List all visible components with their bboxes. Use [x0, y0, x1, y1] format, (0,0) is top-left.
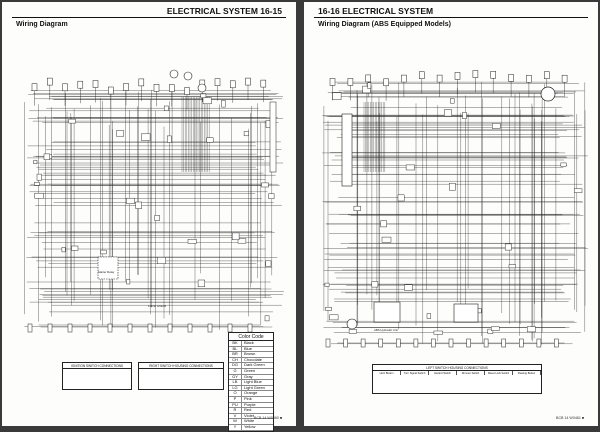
connector	[157, 257, 166, 263]
connector	[396, 339, 400, 347]
connector	[72, 246, 79, 250]
color-code-name: Light Green	[244, 384, 265, 390]
connector	[222, 100, 226, 107]
connector	[154, 84, 159, 91]
connector	[333, 93, 342, 100]
connector	[491, 327, 499, 331]
color-code-abbr: P	[229, 397, 242, 402]
color-code-name: Purple	[244, 401, 256, 407]
color-code-name: Pink	[244, 395, 252, 401]
connector	[248, 324, 252, 332]
connector	[444, 110, 451, 116]
connector	[450, 99, 454, 104]
connector	[48, 324, 52, 332]
color-code-abbr: LB	[229, 380, 242, 385]
connector	[449, 183, 455, 190]
connector	[261, 80, 266, 87]
connector	[437, 75, 442, 82]
color-code-name: Gray	[244, 373, 253, 379]
connector	[32, 84, 37, 91]
connector	[427, 314, 431, 319]
connector	[208, 324, 212, 332]
connector	[108, 87, 113, 94]
color-code-name: Dark Green	[244, 362, 265, 368]
connector	[434, 331, 443, 334]
color-code-abbr: DG	[229, 363, 242, 368]
connector	[325, 283, 329, 286]
connector	[354, 206, 361, 210]
connector	[127, 279, 130, 284]
connector	[188, 324, 192, 332]
color-code-abbr: Y	[229, 425, 242, 430]
connector	[544, 72, 549, 79]
connector	[405, 285, 413, 291]
connector	[379, 339, 383, 347]
connector	[361, 339, 365, 347]
connector	[467, 339, 471, 347]
connector	[28, 324, 32, 332]
connector	[381, 221, 387, 227]
connector	[188, 239, 196, 243]
right-switch-box	[138, 362, 224, 390]
connector	[141, 134, 150, 141]
right-page	[304, 2, 598, 426]
switch-column-header: Reset Lock Switch	[485, 371, 513, 375]
switch-column-header: Passing Button	[513, 371, 541, 375]
connector	[561, 163, 566, 166]
connector	[519, 339, 523, 347]
connector	[37, 174, 42, 180]
connector	[326, 339, 330, 347]
connector	[414, 339, 418, 347]
connector	[526, 75, 531, 82]
connector	[473, 71, 478, 78]
color-code-name: Chocolate	[244, 356, 263, 362]
wire-group	[24, 90, 284, 330]
connector	[108, 324, 112, 332]
color-code-abbr: CH	[229, 358, 242, 363]
connector	[44, 154, 50, 160]
connector	[232, 233, 239, 240]
connector	[326, 307, 332, 310]
joint-connector	[270, 102, 276, 172]
connector	[164, 106, 168, 111]
color-code-abbr: O	[229, 391, 242, 396]
connector	[35, 193, 44, 198]
connector	[34, 160, 37, 163]
diagram-subtitle: Wiring Diagram (ABS Equipped Models)	[318, 21, 451, 28]
connector	[509, 265, 516, 268]
switch-column-header: Hazard Switch	[429, 371, 457, 375]
starter-relay-label: Starter Relay	[98, 270, 115, 274]
connector	[124, 84, 129, 91]
color-code-abbr: BR	[229, 352, 242, 357]
connector	[574, 189, 582, 193]
connector	[201, 94, 206, 98]
sensor-icon	[347, 319, 357, 329]
connector	[228, 324, 232, 332]
color-code-abbr: BK	[229, 341, 242, 346]
connector	[47, 78, 52, 85]
connector	[527, 327, 535, 332]
color-code-name: White	[244, 418, 255, 424]
connector	[198, 280, 205, 287]
connector	[502, 339, 506, 347]
connector	[491, 71, 496, 78]
color-code-name: Brown	[244, 351, 256, 357]
color-code-name: Blue	[244, 345, 253, 351]
connector	[509, 74, 514, 81]
abs-unit-label: ABS Hydraulic Unit	[374, 328, 398, 332]
connector	[69, 119, 76, 123]
color-code-abbr: BL	[229, 347, 242, 352]
connector	[484, 339, 488, 347]
connector	[68, 324, 72, 332]
connector	[537, 339, 541, 347]
color-code-name: Orange	[244, 390, 258, 396]
connector	[265, 316, 269, 321]
connector	[230, 81, 235, 88]
color-code-name: Black	[244, 340, 254, 345]
connector	[169, 85, 174, 92]
color-code-abbr: PU	[229, 403, 242, 408]
connector	[406, 165, 415, 170]
connector	[78, 81, 83, 88]
left-switch-box	[372, 364, 542, 394]
color-code-name: Red	[244, 407, 252, 413]
lamp-icon	[170, 70, 178, 78]
color-code-name: Violet	[244, 412, 254, 418]
connector	[330, 78, 335, 85]
connector	[101, 250, 107, 254]
connector	[139, 79, 144, 86]
lamp-icon	[198, 84, 206, 92]
color-code-abbr: W	[229, 419, 242, 424]
connector	[128, 324, 132, 332]
ignition-switch-title: IGNITION SWITCH CONNECTIONS	[63, 363, 131, 369]
connector	[116, 131, 123, 137]
page-footer: BCB 14 W0460 ■	[254, 416, 282, 420]
connector	[348, 78, 353, 85]
color-code-name: Light Blue	[244, 379, 262, 385]
connector	[372, 282, 378, 288]
connector	[330, 315, 339, 320]
ignition-switch-box	[62, 362, 132, 390]
connector	[419, 72, 424, 79]
connector	[246, 78, 251, 85]
connector	[34, 182, 39, 185]
connector	[127, 198, 135, 204]
color-code-abbr: GY	[229, 375, 242, 380]
connector	[185, 88, 190, 95]
lamp-icon	[184, 72, 192, 80]
connector	[366, 75, 371, 82]
connector	[554, 339, 558, 347]
connector	[562, 75, 567, 82]
connector	[505, 244, 511, 250]
switch-column-header: Horn Button	[373, 371, 401, 375]
wiring-diagram-abs	[304, 2, 598, 426]
connector	[344, 339, 348, 347]
connector	[207, 138, 213, 143]
connector	[431, 339, 435, 347]
abs-hydraulic-unit	[374, 302, 400, 322]
connector	[455, 72, 460, 79]
left-switch-title: LEFT SWITCH HOUSING CONNECTIONS	[373, 365, 541, 371]
fuse-box	[342, 114, 352, 186]
connector	[62, 247, 65, 252]
color-code-abbr: LG	[229, 386, 242, 391]
connector	[203, 98, 212, 104]
right-switch-title: RIGHT SWITCH HOUSING CONNECTIONS	[139, 363, 223, 369]
switch-column-header: Turn Signal Switch	[401, 371, 429, 375]
connector	[167, 136, 171, 143]
connector	[136, 202, 142, 209]
connector	[155, 215, 160, 220]
connector	[382, 237, 391, 242]
connector	[368, 83, 371, 89]
connector	[398, 195, 404, 201]
connector	[449, 339, 453, 347]
connector	[215, 79, 220, 86]
connector	[148, 324, 152, 332]
connector	[93, 81, 98, 88]
color-code-abbr: V	[229, 414, 242, 419]
page-header: 16-16 ELECTRICAL SYSTEM	[318, 6, 434, 16]
connector	[63, 84, 68, 91]
diagram-subtitle: Wiring Diagram	[16, 21, 68, 28]
connector	[88, 324, 92, 332]
connector	[463, 112, 467, 118]
switch-column-header: Dimmer Switch	[457, 371, 485, 375]
frame-ground-label: Frame Ground	[148, 304, 167, 308]
connector	[168, 324, 172, 332]
page-header: ELECTRICAL SYSTEM 16-15	[166, 6, 282, 16]
connector	[244, 132, 249, 136]
page-footer: BCB 14 W0461 ■	[556, 416, 584, 420]
connector	[401, 75, 406, 82]
ecu-block	[98, 257, 118, 279]
color-code-name: Yellow	[244, 423, 256, 429]
headlight-icon	[541, 87, 555, 101]
connector	[349, 330, 356, 334]
color-code-abbr: R	[229, 408, 242, 413]
relay-box	[454, 304, 478, 322]
color-code-name: Green	[244, 367, 256, 373]
color-code-abbr: G	[229, 369, 242, 374]
connector	[266, 261, 271, 267]
color-code-title: Color Code	[229, 333, 273, 341]
connector	[269, 194, 274, 199]
color-code-row	[229, 425, 273, 431]
connector	[384, 79, 389, 86]
left-page	[2, 2, 296, 429]
connector	[492, 123, 500, 128]
connector	[262, 183, 269, 187]
